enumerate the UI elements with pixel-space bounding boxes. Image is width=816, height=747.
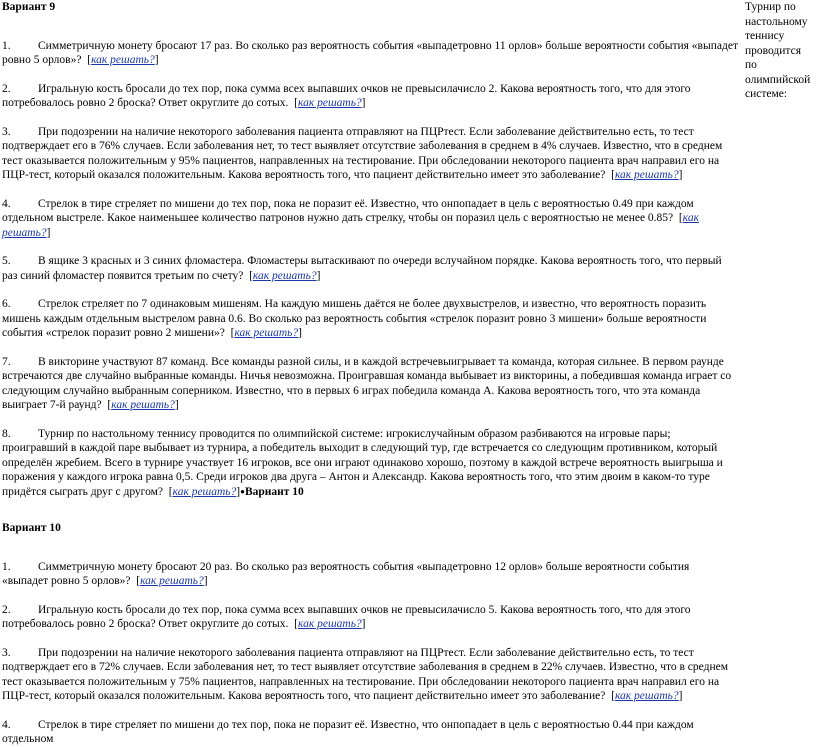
variant-9-list <box>2 39 738 500</box>
how-to-solve-link[interactable]: как решать? <box>91 54 155 66</box>
task-item: 8. Турнир по настольному теннису проводится по олимпийской системе: игрокислучайным образом разбиваются на игровые пары; проигравший в каждой паре выбывает из турнира, а победитель выходит в следующий тур, где встречается со следующим противником, который определён жребием. Всего в турнире участвует 16 игроков, все они играют одинаково хорошо, поэтому в каждой встрече вероятность выигрыша и поражения у каждого игрока равна 0,5. Среди игроков два друга – Антон и Александр. Какова вероятность того, что этим двоим в каком-то туре придётся сыграть друг с другом? [как решать?]●Вариант 10 <box>2 427 723 498</box>
document-body <box>2 0 738 747</box>
task-item: 6. Стрелок стреляет по 7 одинаковым мишеням. На каждую мишень даётся не более двухвыстрелов, и известно, что вероятность поразить мишень каждым отдельным выстрелом равна 0.6. Во сколько раз вероятность события «стрелок поразит ровно 3 мишени» больше вероятности события «стрелок поразит ровно 2 мишени»? [как решать?] <box>2 298 707 339</box>
how-to-solve-link[interactable]: как решать? <box>298 618 362 631</box>
how-to-solve-link[interactable]: как решать? <box>2 212 699 239</box>
task-item: 4. Стрелок в тире стреляет по мишени до тех пор, пока не поразит её. Известно, что онпопадает в цель с вероятностью 0.49 при каждом отдельном выстреле. Какое наименьшее количество патронов нужно дать стрелку, чтобы он поразил цель с вероятностью не менее 0.85? [как решать?] <box>2 197 699 239</box>
task-item: 3. При подозрении на наличие некоторого заболевания пациента отправляют на ПЦРтест. Если заболевание действительно есть, то тест подтверждает его в 76% случаев. Если заболевания нет, то тест выявляет отсутствие заболевания в среднем в 4% случаев. Известно, что в среднем тест оказывается положительным у 95% пациентов, направленных на тестирование. При обследовании некоторого пациента врач направил его на ПЦР-тест, который оказался положительным. Какова вероятность того, что пациент действительно имеет это заболевание? [как решать?] <box>2 125 723 181</box>
how-to-solve-link[interactable]: как решать? <box>298 97 362 109</box>
how-to-solve-link[interactable]: как решать? <box>234 327 299 339</box>
bullet-marker: ● <box>240 486 245 496</box>
task-item: 4. Стрелок в тире стреляет по мишени до тех пор, пока не поразит её. Известно, что онпопадает в цель с вероятностью 0.44 при каждом отдельном <box>2 718 694 746</box>
task-item: 3. При подозрении на наличие некоторого заболевания пациента отправляют на ПЦРтест. Если заболевание действительно есть, то тест подтверждает его в 72% случаев. Если заболевания нет, то тест выявляет отсутствие заболевания в среднем в 22% случаев. Известно, что в среднем тест оказывается положительным у 75% пациентов, направленных на тестирование. При обследовании некоторого пациента врач направил его на ПЦР-тест, который оказался положительным. Какова вероятность того, что пациент действительно имеет это заболевание? [как решать?] <box>2 646 728 703</box>
variant-10-inline-heading: Вариант 10 <box>244 485 304 498</box>
sidebar-note: Турнир по настольному теннису проводится по олимпийской системе: <box>745 1 811 100</box>
task-item: 1. Симметричную монету бросают 17 раз. Во сколько раз вероятность события «выпадетровно 11 орлов» больше вероятности события «выпадет ровно 5 орлов»? [как решать?] <box>2 39 738 66</box>
how-to-solve-link[interactable]: как решать? <box>614 690 679 703</box>
how-to-solve-link[interactable]: как решать? <box>140 575 204 588</box>
task-item: 1. Симметричную монету бросают 20 раз. Во сколько раз вероятность события «выпадетровно 12 орлов» больше вероятности события «выпадет ровно 5 орлов»? [как решать?] <box>2 560 690 588</box>
task-item: 5. В ящике 3 красных и 3 синих фломастера. Фломастеры вытаскивают по очереди вслучайном порядке. Какова вероятность того, что первый раз синий фломастер появится третьим по счету? [как решать?] <box>2 255 722 282</box>
how-to-solve-link[interactable]: как решать? <box>111 399 175 411</box>
variant-10-list <box>2 560 738 747</box>
task-item: 2. Игральную кость бросали до тех пор, пока сумма всех выпавших очков не превысилачисло 2. Какова вероятность того, что для этого потребовалось ровно 2 броска? Ответ округлите до сотых. [как решать?] <box>2 82 691 109</box>
how-to-solve-link[interactable]: как решать? <box>614 169 679 181</box>
variant-10-heading: Вариант 10 <box>2 522 61 535</box>
how-to-solve-link[interactable]: как решать? <box>172 485 237 498</box>
how-to-solve-link[interactable]: как решать? <box>252 269 317 282</box>
task-item: 7. В викторине участвуют 87 команд. Все команды разной силы, и в каждой встречевыигрывает та команда, которая сильнее. В первом раунде встречаются две случайно выбранные команды. Ничья невозможна. Проигравшая команда выбывает из викторины, а победившая команда играет со следующим случайно выбранным соперником. Известно, что в первых 6 играх победила команда А. Какова вероятность того, что эта команда выиграет 7-й раунд? [как решать?] <box>2 355 732 411</box>
task-item: 2. Игральную кость бросали до тех пор, пока сумма всех выпавших очков не превысилачисло 5. Какова вероятность того, что для этого потребовалось ровно 2 броска? Ответ округлите до сотых. [как решать?] <box>2 603 691 631</box>
variant-9-heading: Вариант 9 <box>2 1 56 13</box>
